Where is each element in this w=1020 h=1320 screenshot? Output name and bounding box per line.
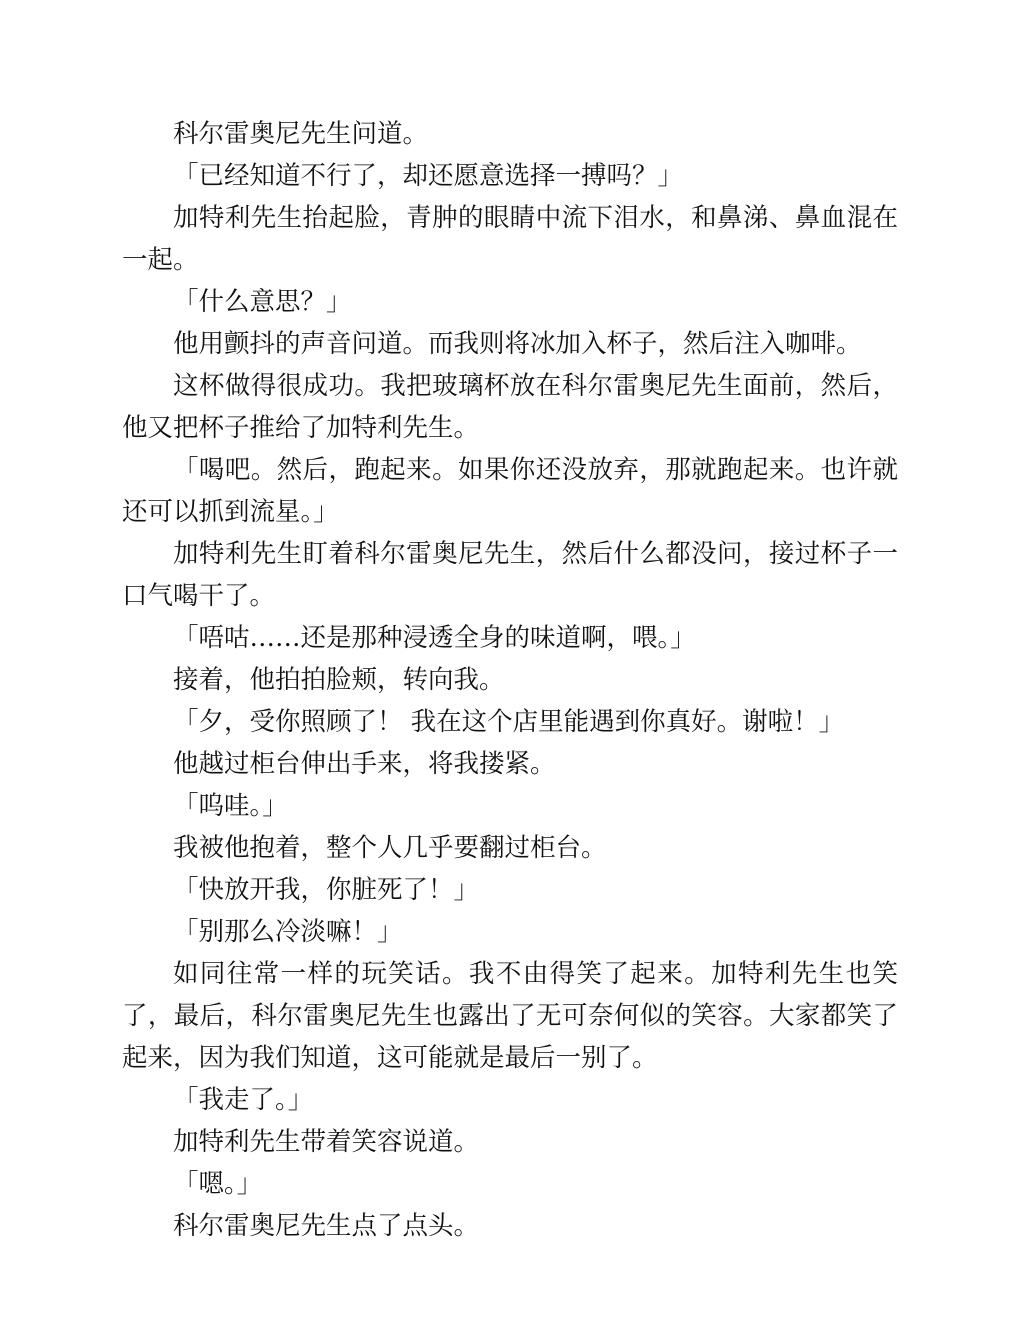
paragraph: 「夕，受你照顾了！ 我在这个店里能遇到你真好。谢啦！」 xyxy=(173,707,845,737)
paragraph: 「别那么冷淡嘛！」 xyxy=(173,917,403,947)
paragraph: 加特利先生抬起脸，青肿的眼睛中流下泪水，和鼻涕、鼻血混在一起。 xyxy=(122,203,898,275)
paragraph: 「快放开我，你脏死了！」 xyxy=(173,875,480,905)
paragraph: 「我走了。」 xyxy=(173,1085,314,1115)
paragraph: 我被他抱着，整个人几乎要翻过柜台。 xyxy=(173,833,607,863)
paragraph: 「唔咕……还是那种浸透全身的味道啊，喂。」 xyxy=(173,623,696,653)
body-text xyxy=(122,113,898,1247)
paragraph: 他越过柜台伸出手来，将我搂紧。 xyxy=(173,749,556,779)
paragraph: 「嗯。」 xyxy=(173,1169,263,1199)
paragraph: 接着，他拍拍脸颊，转向我。 xyxy=(173,665,505,695)
paragraph: 他用颤抖的声音问道。而我则将冰加入杯子，然后注入咖啡。 xyxy=(173,329,862,359)
paragraph: 「呜哇。」 xyxy=(173,791,288,821)
paragraph: 加特利先生盯着科尔雷奥尼先生，然后什么都没问，接过杯子一口气喝干了。 xyxy=(122,539,898,611)
paragraph: 「喝吧。然后，跑起来。如果你还没放弃，那就跑起来。也许就还可以抓到流星。」 xyxy=(122,455,898,527)
paragraph: 这杯做得很成功。我把玻璃杯放在科尔雷奥尼先生面前，然后，他又把杯子推给了加特利先生。 xyxy=(122,371,898,443)
paragraph: 加特利先生带着笑容说道。 xyxy=(173,1127,480,1157)
paragraph: 科尔雷奥尼先生点了点头。 xyxy=(173,1211,480,1241)
paragraph: 科尔雷奥尼先生问道。 xyxy=(173,119,429,149)
paragraph: 「什么意思？」 xyxy=(173,287,352,317)
paragraph: 如同往常一样的玩笑话。我不由得笑了起来。加特利先生也笑了，最后，科尔雷奥尼先生也露出了无可奈何似的笑容。大家都笑了起来，因为我们知道，这可能就是最后一别了。 xyxy=(122,959,898,1073)
paragraph: 「已经知道不行了，却还愿意选择一搏吗？」 xyxy=(173,161,684,191)
